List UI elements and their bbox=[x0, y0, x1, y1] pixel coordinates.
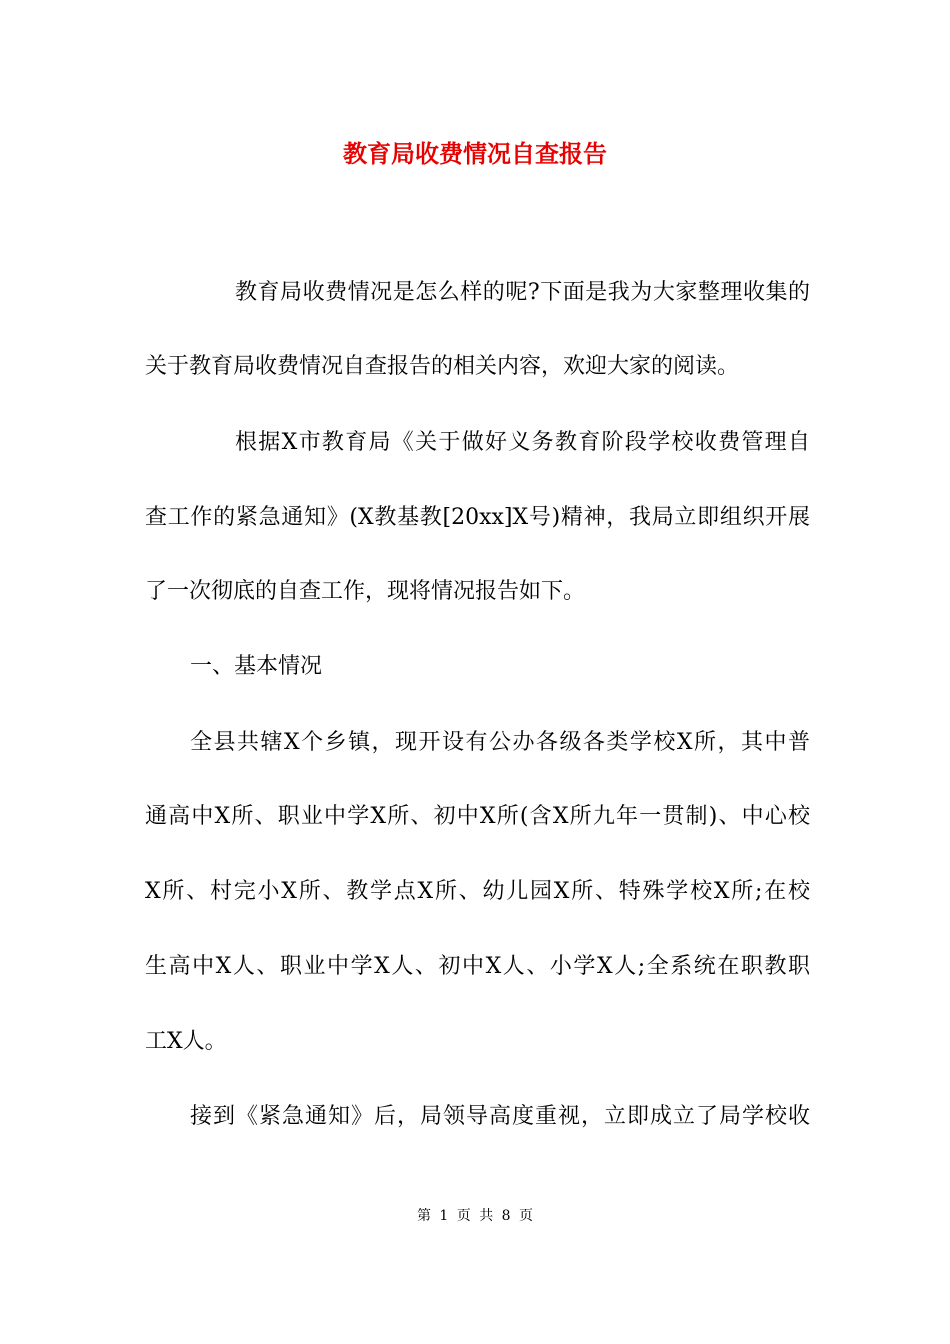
paragraph-line: 全县共辖X个乡镇，现开设有公办各级各类学校X所，其中普 bbox=[190, 730, 810, 755]
paragraph-line: 通高中X所、职业中学X所、初中X所(含X所九年一贯制)、中心校 bbox=[145, 804, 810, 829]
paragraph-line: 工X人。 bbox=[145, 1029, 227, 1054]
page-number: 第 1 页 共 8 页 bbox=[416, 1208, 534, 1224]
paragraph-line: 了一次彻底的自查工作，现将情况报告如下。 bbox=[145, 579, 586, 604]
paragraph-line: 接到《紧急通知》后，局领导高度重视，立即成立了局学校收 bbox=[190, 1104, 810, 1129]
paragraph-line: 教育局收费情况是怎么样的呢?下面是我为大家整理收集的 bbox=[235, 280, 810, 305]
paragraph-line: 生高中X人、职业中学X人、初中X人、小学X人;全系统在职教职 bbox=[145, 954, 810, 979]
paragraph-line: X所、村完小X所、教学点X所、幼儿园X所、特殊学校X所;在校 bbox=[145, 879, 810, 904]
document-title: 教育局收费情况自查报告 bbox=[343, 139, 607, 168]
paragraph-line: 根据X市教育局《关于做好义务教育阶段学校收费管理自 bbox=[235, 430, 810, 455]
paragraph-line: 查工作的紧急通知》(X教基教[20xx]X号)精神，我局立即组织开展 bbox=[145, 505, 810, 530]
section-heading: 一、基本情况 bbox=[190, 654, 323, 679]
paragraph-line: 关于教育局收费情况自查报告的相关内容，欢迎大家的阅读。 bbox=[145, 354, 740, 379]
